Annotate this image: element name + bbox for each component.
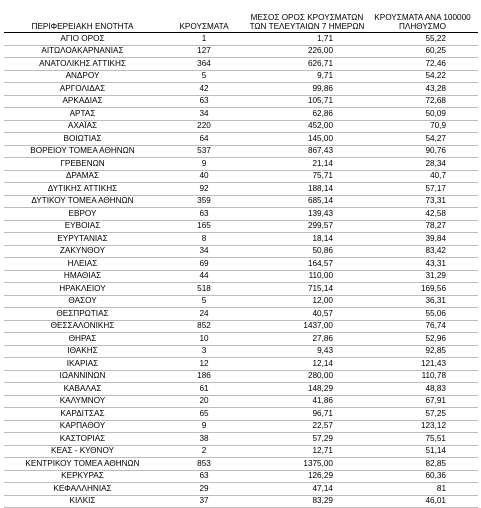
per-capita-cell: 121,43 bbox=[367, 358, 478, 371]
region-name-cell: ΗΜΑΘΙΑΣ bbox=[4, 270, 161, 283]
region-name-cell: ΒΟΙΩΤΙΑΣ bbox=[4, 133, 161, 146]
region-name-cell: ΚΑΡΠΑΘΟΥ bbox=[4, 420, 161, 433]
avg-header-line2: ΤΩΝ ΤΕΛΕΥΤΑΙΩΝ 7 ΗΜΕΡΩΝ bbox=[249, 22, 365, 31]
cases-cell: 40 bbox=[161, 170, 247, 183]
per-capita-cell: 43,28 bbox=[367, 83, 478, 96]
avg-cases-cell: 47,14 bbox=[247, 483, 367, 496]
per-capita-cell: 55,06 bbox=[367, 308, 478, 321]
avg-cases-cell: 226,00 bbox=[247, 45, 367, 58]
region-name-cell: ΙΩΑΝΝΙΝΩΝ bbox=[4, 370, 161, 383]
region-name-cell: ΘΕΣΠΡΩΤΙΑΣ bbox=[4, 308, 161, 321]
table-row bbox=[4, 45, 478, 58]
per-header-line2: ΠΛΗΘΥΣΜΟ bbox=[398, 22, 447, 31]
per-capita-cell: 55,22 bbox=[367, 33, 478, 46]
per-capita-cell: 46,01 bbox=[367, 495, 478, 508]
avg-cases-cell: 50,86 bbox=[247, 245, 367, 258]
table-row bbox=[4, 220, 478, 233]
region-name-cell: ΕΥΒΟΙΑΣ bbox=[4, 220, 161, 233]
cases-cell: 1 bbox=[161, 33, 247, 46]
table-body bbox=[4, 33, 478, 508]
cases-cell: 42 bbox=[161, 83, 247, 96]
cases-cell: 9 bbox=[161, 420, 247, 433]
region-name-cell: ΚΕΦΑΛΛΗΝΙΑΣ bbox=[4, 483, 161, 496]
per-capita-column-header bbox=[367, 4, 478, 33]
cases-cell: 64 bbox=[161, 133, 247, 146]
region-name-cell: ΒΟΡΕΙΟΥ ΤΟΜΕΑ ΑΘΗΝΩΝ bbox=[4, 145, 161, 158]
region-name-cell: ΑΙΤΩΛΟΑΚΑΡΝΑΝΙΑΣ bbox=[4, 45, 161, 58]
per-capita-cell: 52,96 bbox=[367, 333, 478, 346]
avg-cases-cell: 12,00 bbox=[247, 295, 367, 308]
cases-cell: 63 bbox=[161, 470, 247, 483]
table-row bbox=[4, 195, 478, 208]
region-column-header: ΠΕΡΙΦΕΡΕΙΑΚΗ ΕΝΟΤΗΤΑ bbox=[4, 4, 161, 33]
table-row bbox=[4, 345, 478, 358]
cases-cell: 8 bbox=[161, 233, 247, 246]
table-row bbox=[4, 470, 478, 483]
cases-cell: 5 bbox=[161, 295, 247, 308]
cases-cell: 165 bbox=[161, 220, 247, 233]
table-row bbox=[4, 370, 478, 383]
avg-cases-cell: 21,14 bbox=[247, 158, 367, 171]
region-name-cell: ΕΒΡΟΥ bbox=[4, 208, 161, 221]
per-capita-cell: 60,36 bbox=[367, 470, 478, 483]
region-name-cell: ΚΑΡΔΙΤΣΑΣ bbox=[4, 408, 161, 421]
table-row bbox=[4, 270, 478, 283]
cases-cell: 12 bbox=[161, 358, 247, 371]
region-name-cell: ΔΡΑΜΑΣ bbox=[4, 170, 161, 183]
region-name-cell: ΕΥΡΥΤΑΝΙΑΣ bbox=[4, 233, 161, 246]
per-capita-cell: 40,7 bbox=[367, 170, 478, 183]
cases-cell: 34 bbox=[161, 245, 247, 258]
region-name-cell: ΚΕΝΤΡΙΚΟΥ ΤΟΜΕΑ ΑΘΗΝΩΝ bbox=[4, 458, 161, 471]
cases-cell: 37 bbox=[161, 495, 247, 508]
avg-cases-cell: 1,71 bbox=[247, 33, 367, 46]
region-name-cell: ΙΚΑΡΙΑΣ bbox=[4, 358, 161, 371]
region-name-cell: ΚΕΡΚΥΡΑΣ bbox=[4, 470, 161, 483]
per-capita-cell: 90,76 bbox=[367, 145, 478, 158]
table-row bbox=[4, 183, 478, 196]
header-row bbox=[4, 4, 478, 33]
cases-cell: 10 bbox=[161, 333, 247, 346]
avg-cases-cell: 22,57 bbox=[247, 420, 367, 433]
per-capita-cell: 92,85 bbox=[367, 345, 478, 358]
table-row bbox=[4, 83, 478, 96]
cases-cell: 29 bbox=[161, 483, 247, 496]
region-name-cell: ΖΑΚΥΝΘΟΥ bbox=[4, 245, 161, 258]
avg-cases-cell: 83,29 bbox=[247, 495, 367, 508]
table-row bbox=[4, 108, 478, 121]
table-row bbox=[4, 308, 478, 321]
avg-cases-cell: 99,86 bbox=[247, 83, 367, 96]
cases-cell: 38 bbox=[161, 433, 247, 446]
per-capita-cell: 60,25 bbox=[367, 45, 478, 58]
table-row bbox=[4, 358, 478, 371]
region-name-cell: ΙΘΑΚΗΣ bbox=[4, 345, 161, 358]
region-name-cell: ΗΛΕΙΑΣ bbox=[4, 258, 161, 271]
region-name-cell: ΗΡΑΚΛΕΙΟΥ bbox=[4, 283, 161, 296]
region-name-cell: ΑΡΚΑΔΙΑΣ bbox=[4, 95, 161, 108]
region-name-cell: ΔΥΤΙΚΗΣ ΑΤΤΙΚΗΣ bbox=[4, 183, 161, 196]
per-capita-cell: 81 bbox=[367, 483, 478, 496]
region-name-cell: ΚΙΛΚΙΣ bbox=[4, 495, 161, 508]
avg-cases-cell: 9,43 bbox=[247, 345, 367, 358]
region-name-cell: ΑΡΓΟΛΙΔΑΣ bbox=[4, 83, 161, 96]
cases-cell: 63 bbox=[161, 208, 247, 221]
table-row bbox=[4, 420, 478, 433]
table-row bbox=[4, 133, 478, 146]
cases-cell: 852 bbox=[161, 320, 247, 333]
per-capita-cell: 72,46 bbox=[367, 58, 478, 71]
avg-cases-cell: 626,71 bbox=[247, 58, 367, 71]
cases-cell: 853 bbox=[161, 458, 247, 471]
per-capita-cell: 67,91 bbox=[367, 395, 478, 408]
per-capita-cell: 169,56 bbox=[367, 283, 478, 296]
cases-table bbox=[4, 4, 478, 508]
avg-cases-cell: 41,86 bbox=[247, 395, 367, 408]
cases-cell: 2 bbox=[161, 445, 247, 458]
avg-cases-cell: 148,29 bbox=[247, 383, 367, 396]
cases-cell: 220 bbox=[161, 120, 247, 133]
per-capita-cell: 48,83 bbox=[367, 383, 478, 396]
per-capita-cell: 36,31 bbox=[367, 295, 478, 308]
table-row bbox=[4, 158, 478, 171]
avg-cases-cell: 1437,00 bbox=[247, 320, 367, 333]
cases-cell: 9 bbox=[161, 158, 247, 171]
avg-cases-cell: 126,29 bbox=[247, 470, 367, 483]
avg-cases-cell: 62,86 bbox=[247, 108, 367, 121]
avg-cases-cell: 12,71 bbox=[247, 445, 367, 458]
per-capita-cell: 123,12 bbox=[367, 420, 478, 433]
avg-cases-cell: 110,00 bbox=[247, 270, 367, 283]
table-row bbox=[4, 58, 478, 71]
avg-cases-cell: 57,29 bbox=[247, 433, 367, 446]
table-row bbox=[4, 445, 478, 458]
cases-cell: 65 bbox=[161, 408, 247, 421]
table-row bbox=[4, 495, 478, 508]
table-row bbox=[4, 283, 478, 296]
table-row bbox=[4, 233, 478, 246]
cases-cell: 92 bbox=[161, 183, 247, 196]
per-capita-cell: 57,25 bbox=[367, 408, 478, 421]
per-capita-cell: 42,58 bbox=[367, 208, 478, 221]
table-row bbox=[4, 120, 478, 133]
region-name-cell: ΑΝΑΤΟΛΙΚΗΣ ΑΤΤΙΚΗΣ bbox=[4, 58, 161, 71]
cases-cell: 44 bbox=[161, 270, 247, 283]
region-name-cell: ΓΡΕΒΕΝΩΝ bbox=[4, 158, 161, 171]
table-row bbox=[4, 258, 478, 271]
region-name-cell: ΚΑΣΤΟΡΙΑΣ bbox=[4, 433, 161, 446]
avg-cases-cell: 1375,00 bbox=[247, 458, 367, 471]
table-row bbox=[4, 433, 478, 446]
avg-cases-cell: 188,14 bbox=[247, 183, 367, 196]
per-capita-cell: 82,85 bbox=[367, 458, 478, 471]
table-row bbox=[4, 333, 478, 346]
table-row bbox=[4, 95, 478, 108]
table-row bbox=[4, 395, 478, 408]
cases-cell: 34 bbox=[161, 108, 247, 121]
avg-cases-cell: 280,00 bbox=[247, 370, 367, 383]
per-capita-cell: 57,17 bbox=[367, 183, 478, 196]
per-capita-cell: 51,14 bbox=[367, 445, 478, 458]
table-row bbox=[4, 320, 478, 333]
region-name-cell: ΚΕΑΣ - ΚΥΘΝΟΥ bbox=[4, 445, 161, 458]
avg-cases-cell: 685,14 bbox=[247, 195, 367, 208]
cases-cell: 518 bbox=[161, 283, 247, 296]
cases-cell: 186 bbox=[161, 370, 247, 383]
per-capita-cell: 54,22 bbox=[367, 70, 478, 83]
per-header-line1: ΚΡΟΥΣΜΑΤΑ ΑΝΑ 100000 bbox=[374, 13, 471, 22]
avg-cases-cell: 164,57 bbox=[247, 258, 367, 271]
table-row bbox=[4, 145, 478, 158]
table-row bbox=[4, 408, 478, 421]
cases-cell: 61 bbox=[161, 383, 247, 396]
per-capita-cell: 43,31 bbox=[367, 258, 478, 271]
region-name-cell: ΘΑΣΟΥ bbox=[4, 295, 161, 308]
per-capita-cell: 73,31 bbox=[367, 195, 478, 208]
region-name-cell: ΘΕΣΣΑΛΟΝΙΚΗΣ bbox=[4, 320, 161, 333]
avg-cases-cell: 145,00 bbox=[247, 133, 367, 146]
table-row bbox=[4, 245, 478, 258]
per-capita-cell: 39,84 bbox=[367, 233, 478, 246]
avg-cases-cell: 452,00 bbox=[247, 120, 367, 133]
region-name-cell: ΑΝΔΡΟΥ bbox=[4, 70, 161, 83]
cases-cell: 69 bbox=[161, 258, 247, 271]
avg-cases-cell: 96,71 bbox=[247, 408, 367, 421]
avg-cases-cell: 867,43 bbox=[247, 145, 367, 158]
table-row bbox=[4, 458, 478, 471]
per-capita-cell: 110,78 bbox=[367, 370, 478, 383]
avg-cases-cell: 40,57 bbox=[247, 308, 367, 321]
per-capita-cell: 54,27 bbox=[367, 133, 478, 146]
cases-cell: 5 bbox=[161, 70, 247, 83]
cases-cell: 3 bbox=[161, 345, 247, 358]
cases-column-header: ΚΡΟΥΣΜΑΤΑ bbox=[161, 4, 247, 33]
table-row bbox=[4, 483, 478, 496]
avg-column-header bbox=[247, 4, 367, 33]
avg-cases-cell: 75,71 bbox=[247, 170, 367, 183]
per-capita-cell: 83,42 bbox=[367, 245, 478, 258]
avg-cases-cell: 105,71 bbox=[247, 95, 367, 108]
avg-cases-cell: 27,86 bbox=[247, 333, 367, 346]
table-row bbox=[4, 295, 478, 308]
region-name-cell: ΚΑΒΑΛΑΣ bbox=[4, 383, 161, 396]
table-row bbox=[4, 33, 478, 46]
per-capita-cell: 78,27 bbox=[367, 220, 478, 233]
per-capita-cell: 31,29 bbox=[367, 270, 478, 283]
per-capita-cell: 75,51 bbox=[367, 433, 478, 446]
region-name-cell: ΑΡΤΑΣ bbox=[4, 108, 161, 121]
region-name-cell: ΑΓΙΟ ΟΡΟΣ bbox=[4, 33, 161, 46]
table-header bbox=[4, 4, 478, 33]
region-name-cell: ΑΧΑΪΑΣ bbox=[4, 120, 161, 133]
cases-cell: 63 bbox=[161, 95, 247, 108]
avg-cases-cell: 139,43 bbox=[247, 208, 367, 221]
region-name-cell: ΚΑΛΥΜΝΟΥ bbox=[4, 395, 161, 408]
table-row bbox=[4, 383, 478, 396]
cases-cell: 24 bbox=[161, 308, 247, 321]
avg-cases-cell: 18,14 bbox=[247, 233, 367, 246]
table-row bbox=[4, 208, 478, 221]
avg-cases-cell: 9,71 bbox=[247, 70, 367, 83]
avg-cases-cell: 715,14 bbox=[247, 283, 367, 296]
per-capita-cell: 76,74 bbox=[367, 320, 478, 333]
cases-cell: 537 bbox=[161, 145, 247, 158]
region-name-cell: ΘΗΡΑΣ bbox=[4, 333, 161, 346]
region-name-cell: ΔΥΤΙΚΟΥ ΤΟΜΕΑ ΑΘΗΝΩΝ bbox=[4, 195, 161, 208]
avg-header-line1: ΜΕΣΟΣ ΟΡΟΣ ΚΡΟΥΣΜΑΤΩΝ bbox=[250, 13, 364, 22]
per-capita-cell: 28,34 bbox=[367, 158, 478, 171]
per-capita-cell: 50,09 bbox=[367, 108, 478, 121]
avg-cases-cell: 299,57 bbox=[247, 220, 367, 233]
table-row bbox=[4, 170, 478, 183]
avg-cases-cell: 12,14 bbox=[247, 358, 367, 371]
cases-cell: 364 bbox=[161, 58, 247, 71]
cases-cell: 359 bbox=[161, 195, 247, 208]
cases-cell: 20 bbox=[161, 395, 247, 408]
table-row bbox=[4, 70, 478, 83]
per-capita-cell: 70,9 bbox=[367, 120, 478, 133]
per-capita-cell: 72,68 bbox=[367, 95, 478, 108]
cases-cell: 127 bbox=[161, 45, 247, 58]
